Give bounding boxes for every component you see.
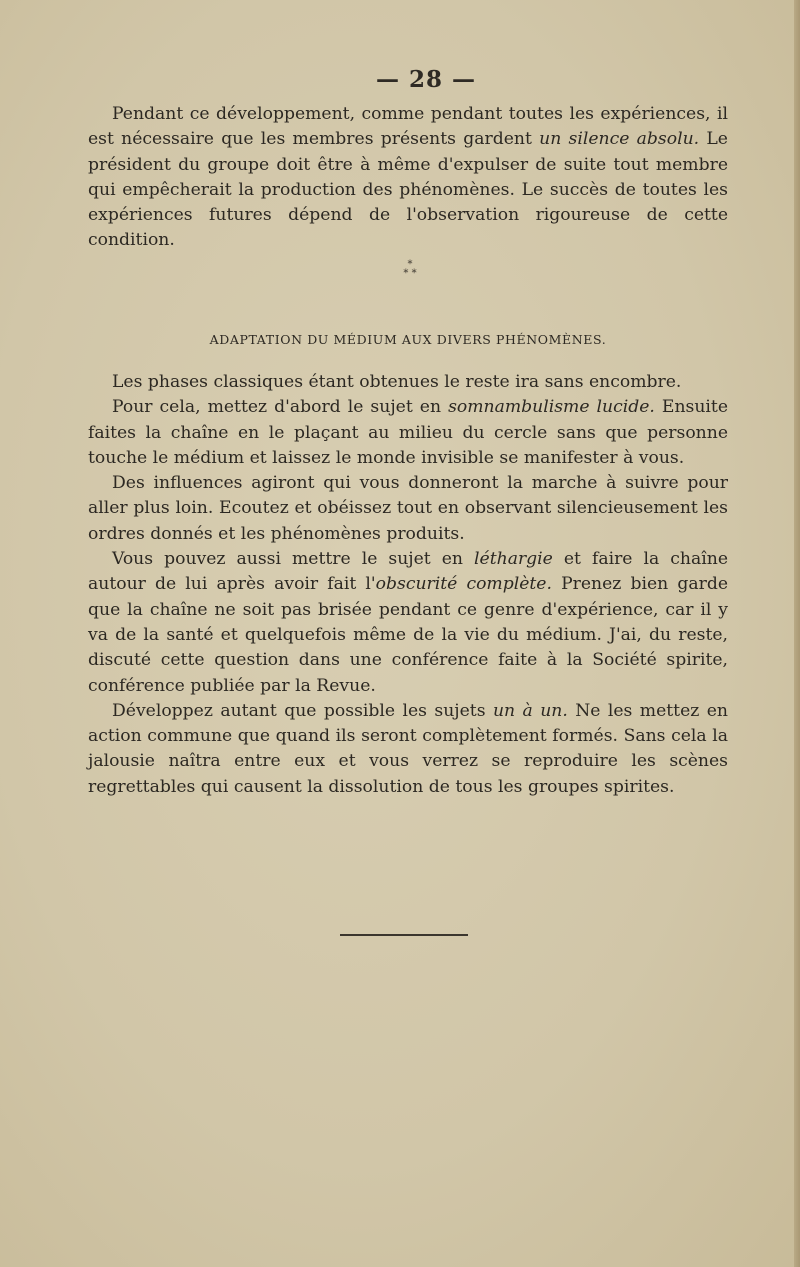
text-run: Vous pouvez aussi mettre le sujet en [112, 549, 475, 570]
text-run: Développez autant que possible les sujets [112, 700, 493, 721]
paragraph [88, 370, 728, 395]
text-run: Le président du groupe doit être à même d'expulser de suite tout membre qui empêcherait la production des phénomènes. Le succès de toutes les expériences futures dépend de l'observation rigoureuse de cette condition. [88, 129, 728, 251]
text-run: Prenez bien garde que la chaîne ne soit pas brisée pendant ce genre d'expérience, car il y va de la santé et quelquefois même de la vie du médium. J'ai, du reste, discuté cette question dans une conférence faite à la Société spirite, conférence publiée par la Revue. [88, 574, 729, 696]
text-run: Les phases classiques étant obtenues le reste ira sans encombre. [112, 372, 682, 392]
paragraph [88, 102, 728, 254]
asterism-separator [395, 260, 425, 278]
page-number: — 28 — [375, 66, 477, 93]
end-rule [340, 934, 468, 936]
page-edge [794, 0, 800, 1267]
intro-text [88, 102, 728, 254]
text-run: Des influences agiront qui vous donneront la marche à suivre pour aller plus loin. Ecoutez et obéissez tout en observant silencieusement les ordres donnés et les phénomènes produits. [88, 473, 728, 544]
italic-phrase: un à un. [492, 700, 568, 721]
italic-phrase: somnambulisme lucide. [448, 397, 655, 418]
paragraph [88, 471, 728, 547]
text-run: Pendant ce développement, comme pendant toutes les expériences, il est nécessaire que les membres présents gardent [88, 104, 728, 150]
section-body [88, 370, 728, 800]
italic-phrase: obscurité complète. [375, 574, 552, 595]
text-run: et faire la chaîne autour de lui après avoir fait l' [88, 549, 728, 595]
paragraph [88, 699, 728, 800]
text-run: Pour cela, mettez d'abord le sujet en [112, 397, 449, 418]
text-run: Ensuite faites la chaîne en le plaçant au milieu du cercle sans que personne touche le médium et laissez le monde invisible se manifester à vous. [88, 397, 728, 468]
asterism-bottom: * * [403, 268, 417, 279]
paragraph [88, 395, 728, 471]
italic-phrase: un silence absolu. [539, 129, 700, 150]
text-run: Ne les mettez en action commune que quand ils seront complètement formés. Sans cela la jalousie naîtra entre eux et vous verrez se reproduire les scènes regrettables qui causent la dissolution de tous les groupes spirites. [88, 700, 728, 797]
italic-phrase: léthargie [474, 549, 553, 570]
section-heading: ADAPTATION DU MÉDIUM AUX DIVERS PHÉNOMÈNES. [209, 332, 607, 347]
asterism-top: * [407, 259, 413, 270]
paragraph [88, 547, 728, 699]
